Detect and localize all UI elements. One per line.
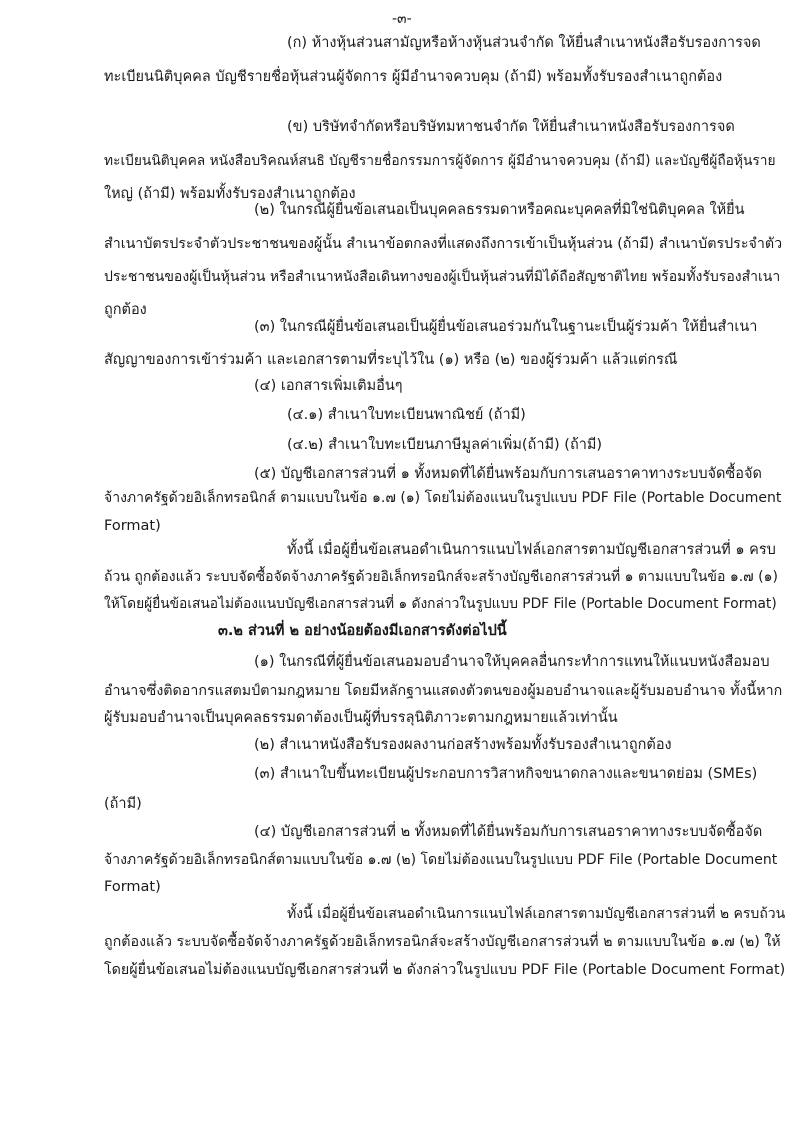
text-line: ถูกต้อง (104, 302, 147, 318)
text-line: (๒) ในกรณีผู้ยื่นข้อเสนอเป็นบุคคลธรรมดาหรือคณะบุคคลที่มิใช่นิติบุคคล ให้ยื่น (254, 202, 745, 218)
text-line: ประชาชนของผู้เป็นหุ้นส่วน หรือสำเนาหนังสือเดินทางของผู้เป็นหุ้นส่วนที่มิได้ถือสัญชาติไทย พร้อมทั้งรับรองสำเนา (104, 269, 781, 285)
text-line: ใหญ่ (ถ้ามี) พร้อมทั้งรับรองสำเนาถูกต้อง (104, 186, 356, 202)
text-line: ผู้รับมอบอำนาจเป็นบุคคลธรรมดาต้องเป็นผู้ที่บรรลุนิติภาวะตามกฎหมายแล้วเท่านั้น (104, 710, 618, 726)
text-line: (๕) บัญชีเอกสารส่วนที่ ๑ ทั้งหมดที่ได้ยื่นพร้อมกับการเสนอราคาทางระบบจัดซื้อจัด (254, 466, 762, 482)
text-line: ทั้งนี้ เมื่อผู้ยื่นข้อเสนอดำเนินการแนบไฟล์เอกสารตามบัญชีเอกสารส่วนที่ ๒ ครบถ้วน (287, 906, 786, 922)
text-line: (๑) ในกรณีที่ผู้ยื่นข้อเสนอมอบอำนาจให้บุคคลอื่นกระทำการแทนให้แนบหนังสือมอบ (254, 654, 770, 670)
text-line: สัญญาของการเข้าร่วมค้า และเอกสารตามที่ระบุไว้ใน (๑) หรือ (๒) ของผู้ร่วมค้า แล้วแต่กรณี (104, 352, 678, 368)
text-line: Format) (104, 518, 161, 534)
page-number: -๓- (392, 11, 412, 27)
text-line: (๔.๑) สำเนาใบทะเบียนพาณิชย์ (ถ้ามี) (287, 407, 526, 423)
text-line: (๔.๒) สำเนาใบทะเบียนภาษีมูลค่าเพิ่ม(ถ้ามี) (ถ้ามี) (287, 437, 603, 453)
text-line: (๓) สำเนาใบขึ้นทะเบียนผู้ประกอบการวิสาหกิจขนาดกลางและขนาดย่อม (SMEs) (254, 766, 758, 782)
text-line: โดยผู้ยื่นข้อเสนอไม่ต้องแนบบัญชีเอกสารส่วนที่ ๒ ดังกล่าวในรูปแบบ PDF File (Portable Document Format) (104, 962, 786, 978)
text-line: สำเนาบัตรประจำตัวประชาชนของผู้นั้น สำเนาข้อตกลงที่แสดงถึงการเข้าเป็นหุ้นส่วน (ถ้ามี) สำเนาบัตรประจำตัว (104, 236, 783, 252)
text-line: (๒) สำเนาหนังสือรับรองผลงานก่อสร้างพร้อมทั้งรับรองสำเนาถูกต้อง (254, 737, 672, 753)
text-line: (ข) บริษัทจำกัดหรือบริษัทมหาชนจำกัด ให้ยื่นสำเนาหนังสือรับรองการจด (287, 119, 735, 135)
text-line: ถ้วน ถูกต้องแล้ว ระบบจัดซื้อจัดจ้างภาครัฐด้วยอิเล็กทรอนิกส์จะสร้างบัญชีเอกสารส่วนที่ ๑ ตามแบบในข้อ ๑.๗ (๑) (104, 569, 778, 585)
text-line: (๔) บัญชีเอกสารส่วนที่ ๒ ทั้งหมดที่ได้ยื่นพร้อมกับการเสนอราคาทางระบบจัดซื้อจัด (254, 824, 763, 840)
text-line: จ้างภาครัฐด้วยอิเล็กทรอนิกส์ ตามแบบในข้อ ๑.๗ (๑) โดยไม่ต้องแนบในรูปแบบ PDF File (Portable Document (104, 490, 782, 506)
text-line: ให้โดยผู้ยื่นข้อเสนอไม่ต้องแนบบัญชีเอกสารส่วนที่ ๑ ดังกล่าวในรูปแบบ PDF File (Portable Document Format) (104, 596, 777, 612)
text-line: (ก) ห้างหุ้นส่วนสามัญหรือห้างหุ้นส่วนจำกัด ให้ยื่นสำเนาหนังสือรับรองการจด (287, 35, 761, 51)
text-line: (ถ้ามี) (104, 796, 142, 812)
text-line: ถูกต้องแล้ว ระบบจัดซื้อจัดจ้างภาครัฐด้วยอิเล็กทรอนิกส์จะสร้างบัญชีเอกสารส่วนที่ ๒ ตามแบบในข้อ ๑.๗ (๒) ให้ (104, 934, 781, 950)
text-line: (๔) เอกสารเพิ่มเติมอื่นๆ (254, 378, 403, 394)
section-heading: ๓.๒ ส่วนที่ ๒ อย่างน้อยต้องมีเอกสารดังต่อไปนี้ (218, 623, 507, 639)
text-line: (๓) ในกรณีผู้ยื่นข้อเสนอเป็นผู้ยื่นข้อเสนอร่วมกันในฐานะเป็นผู้ร่วมค้า ให้ยื่นสำเนา (254, 319, 758, 335)
text-line: อำนาจซึ่งติดอากรแสตมป์ตามกฎหมาย โดยมีหลักฐานแสดงตัวตนของผู้มอบอำนาจและผู้รับมอบอำนาจ ทั้งนี้หาก (104, 683, 783, 699)
text-line: จ้างภาครัฐด้วยอิเล็กทรอนิกส์ตามแบบในข้อ ๑.๗ (๒) โดยไม่ต้องแนบในรูปแบบ PDF File (Portable Document (104, 852, 778, 868)
text-line: ทะเบียนนิติบุคคล หนังสือบริคณห์สนธิ บัญชีรายชื่อกรรมการผู้จัดการ ผู้มีอำนาจควบคุม (ถ้ามี) และบัญชีผู้ถือหุ้นราย (104, 153, 776, 169)
text-line: ทะเบียนนิติบุคคล บัญชีรายชื่อหุ้นส่วนผู้จัดการ ผู้มีอำนาจควบคุม (ถ้ามี) พร้อมทั้งรับรองสำเนาถูกต้อง (104, 69, 723, 85)
text-line: ทั้งนี้ เมื่อผู้ยื่นข้อเสนอดำเนินการแนบไฟล์เอกสารตามบัญชีเอกสารส่วนที่ ๑ ครบ (287, 542, 776, 558)
text-line: Format) (104, 879, 161, 895)
